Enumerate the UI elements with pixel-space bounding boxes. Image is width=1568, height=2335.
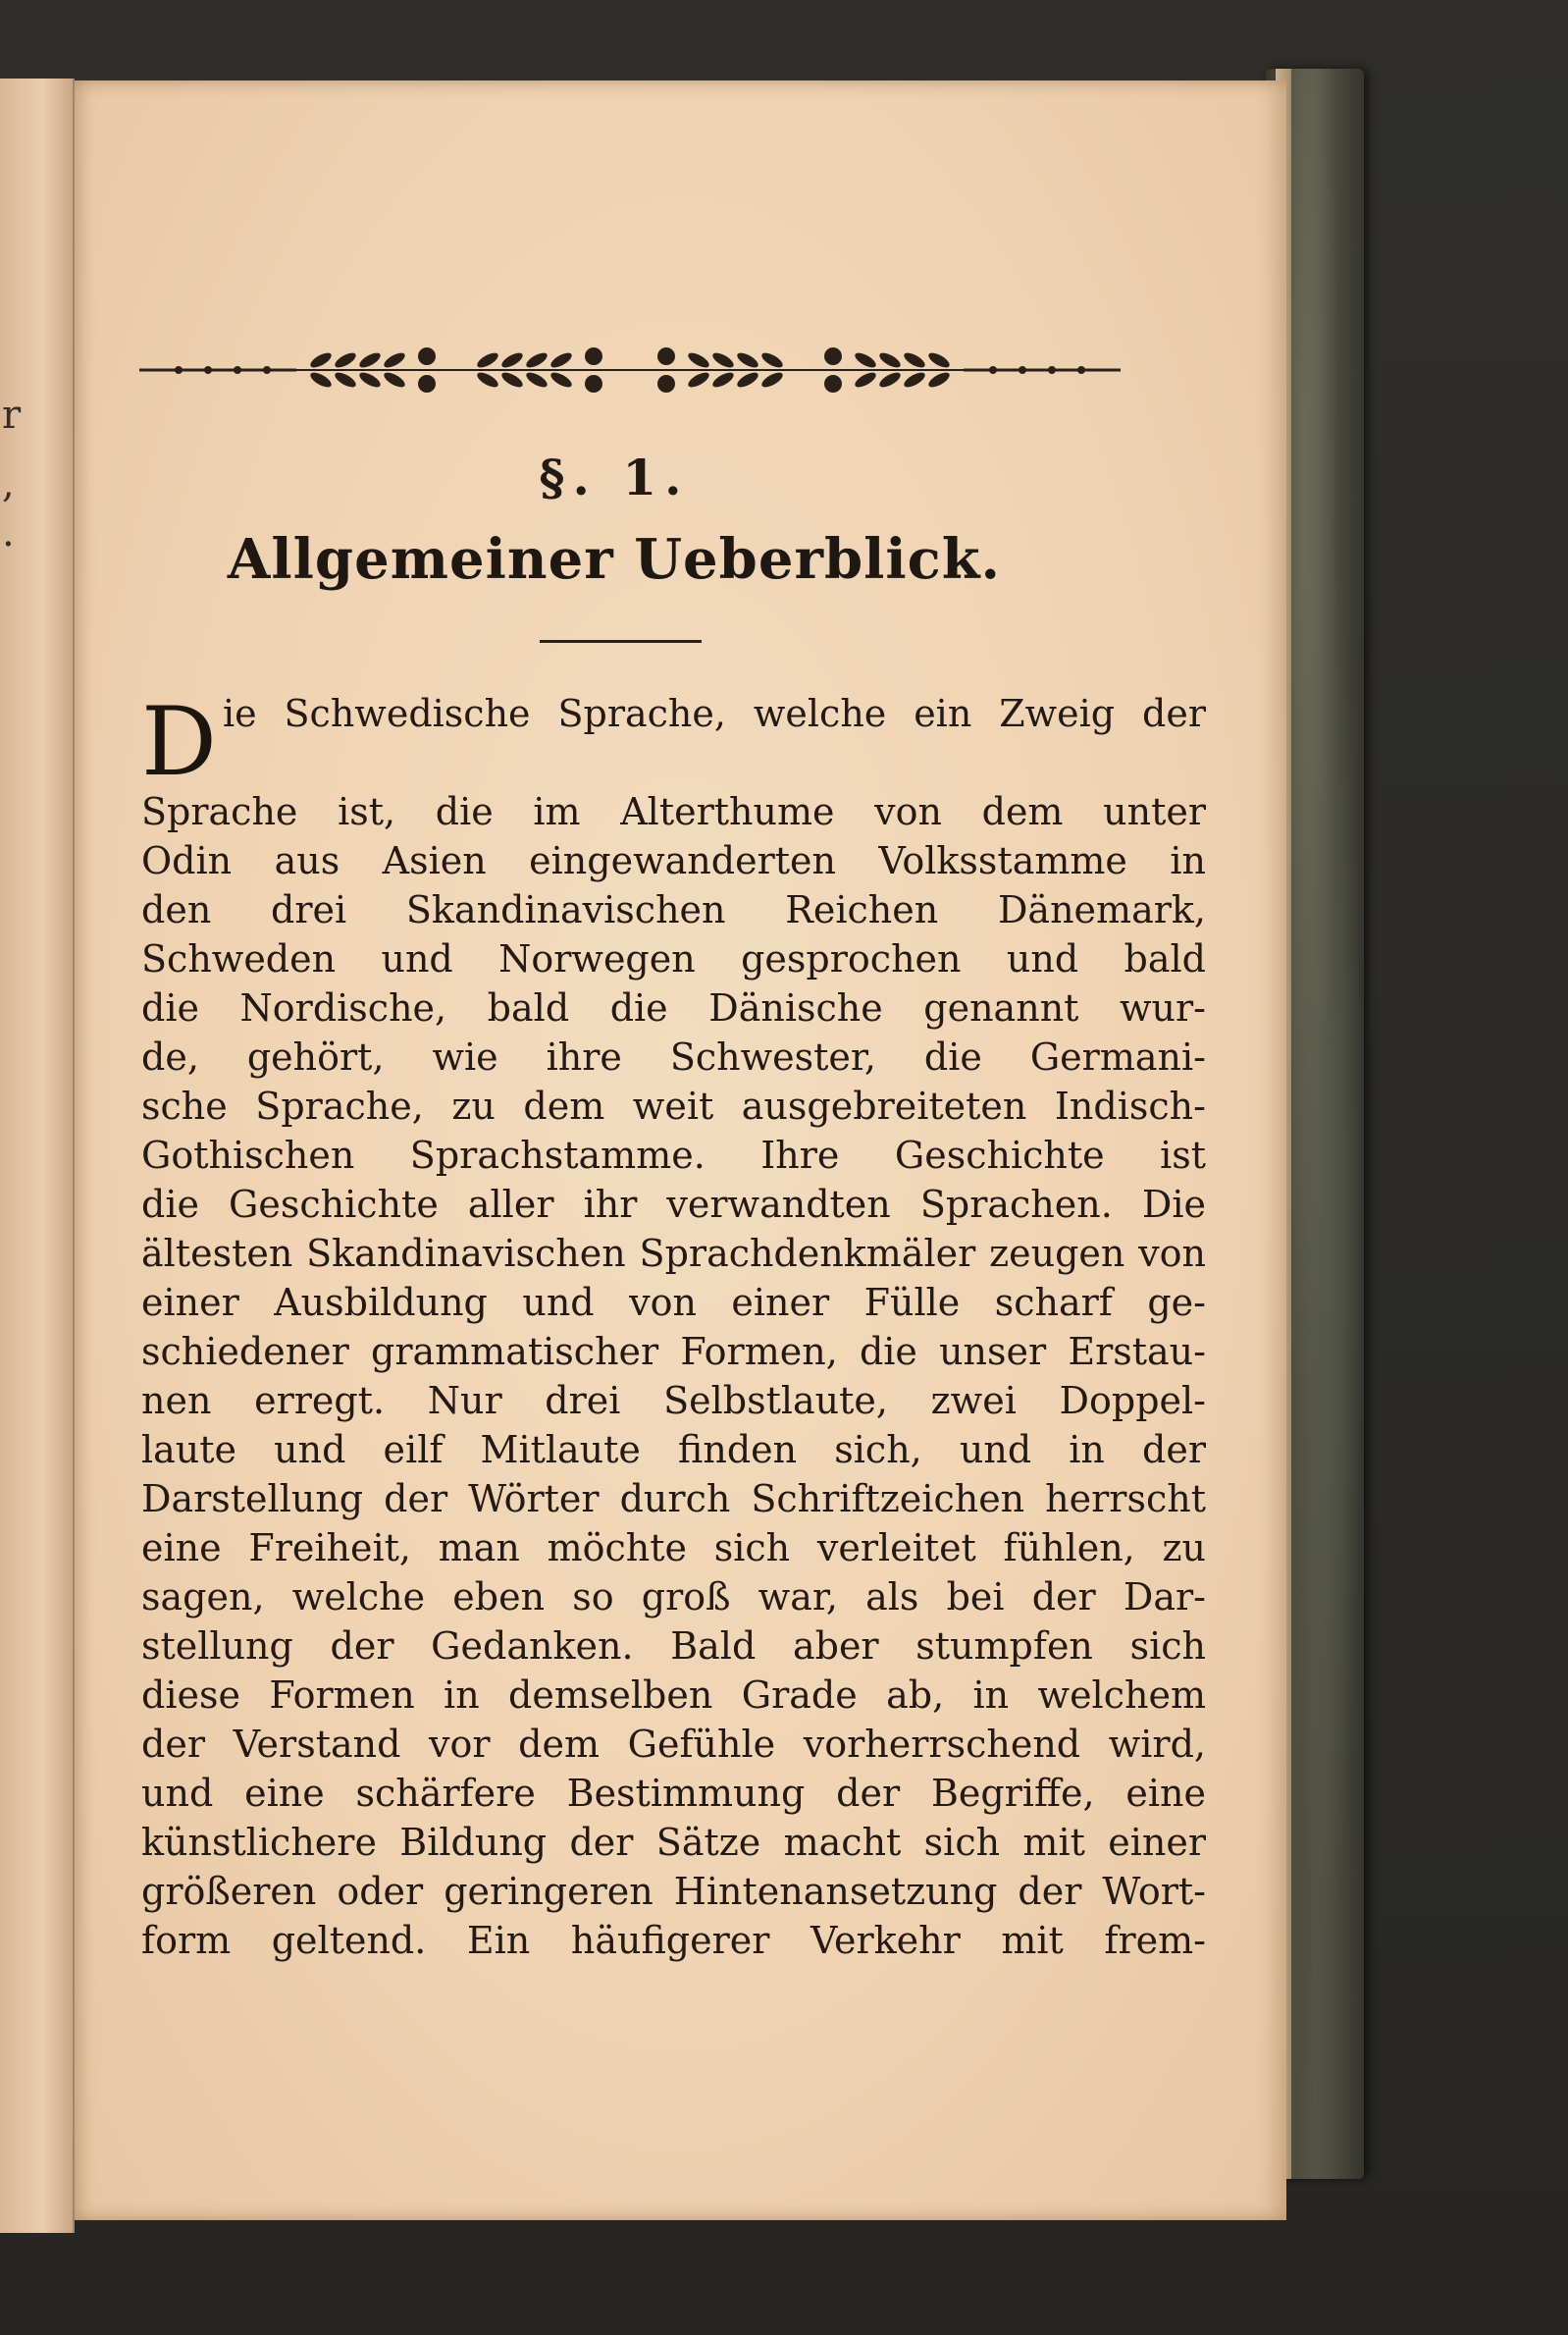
text-line: die Geschichte aller ihr verwandten Sprachen. Die [141, 1183, 1206, 1226]
heading-rule [540, 640, 702, 643]
left-page-fragment: r [2, 393, 22, 438]
text-line: Gothischen Sprachstamme. Ihre Geschichte ist [141, 1134, 1206, 1177]
text-line: laute und eilf Mitlaute finden sich, und in der [141, 1428, 1206, 1471]
section-heading: Allgemeiner Ueberblick. [227, 527, 1002, 592]
text-line: schiedener grammatischer Formen, die unser Erstau- [141, 1330, 1206, 1373]
text-line: Darstellung der Wörter durch Schriftzeichen herrscht [141, 1477, 1206, 1520]
right-page [75, 80, 1286, 2220]
text-line: und eine schärfere Bestimmung der Begriffe, eine [141, 1772, 1206, 1815]
text-line: ältesten Skandinavischen Sprachdenkmäler zeugen von [141, 1232, 1206, 1275]
text-line: Sprache ist, die im Alterthume von dem unter [141, 790, 1206, 833]
text-line: Odin aus Asien eingewanderten Volksstamme in [141, 839, 1206, 882]
text-line: die Nordische, bald die Dänische genannt wur- [141, 986, 1206, 1030]
text-line: ie Schwedische Sprache, welche ein Zweig der [222, 692, 1206, 735]
ornament-divider [139, 316, 1121, 424]
text-line: Schweden und Norwegen gesprochen und bald [141, 937, 1206, 981]
first-paragraph-opening [141, 689, 1206, 836]
text-line: diese Formen in demselben Grade ab, in welchem [141, 1673, 1206, 1717]
text-line: sche Sprache, zu dem weit ausgebreiteten Indisch- [141, 1085, 1206, 1128]
section-number: §. 1. [539, 449, 690, 506]
text-line: sagen, welche eben so groß war, als bei der Dar- [141, 1575, 1206, 1619]
text-line: künstlichere Bildung der Sätze macht sich mit einer [141, 1821, 1206, 1864]
left-page-fragment: , [2, 461, 15, 506]
text-line: größeren oder geringeren Hintenansetzung der Wort- [141, 1870, 1206, 1913]
text-line: einer Ausbildung und von einer Fülle scharf ge- [141, 1281, 1206, 1324]
text-line: den drei Skandinavischen Reichen Dänemark, [141, 888, 1206, 931]
text-line: form geltend. Ein häufigerer Verkehr mit frem- [141, 1919, 1206, 1962]
text-line: eine Freiheit, man möchte sich verleitet fühlen, zu [141, 1526, 1206, 1569]
text-line: de, gehört, wie ihre Schwester, die Germani- [141, 1035, 1206, 1079]
body-text [141, 689, 1206, 1965]
text-line: der Verstand vor dem Gefühle vorherrschend wird, [141, 1723, 1206, 1766]
text-line: stellung der Gedanken. Bald aber stumpfen sich [141, 1624, 1206, 1668]
drop-initial: D [141, 689, 217, 797]
left-page-fragment: . [2, 510, 15, 556]
text-line: nen erregt. Nur drei Selbstlaute, zwei Doppel- [141, 1379, 1206, 1422]
left-page [0, 79, 75, 2233]
